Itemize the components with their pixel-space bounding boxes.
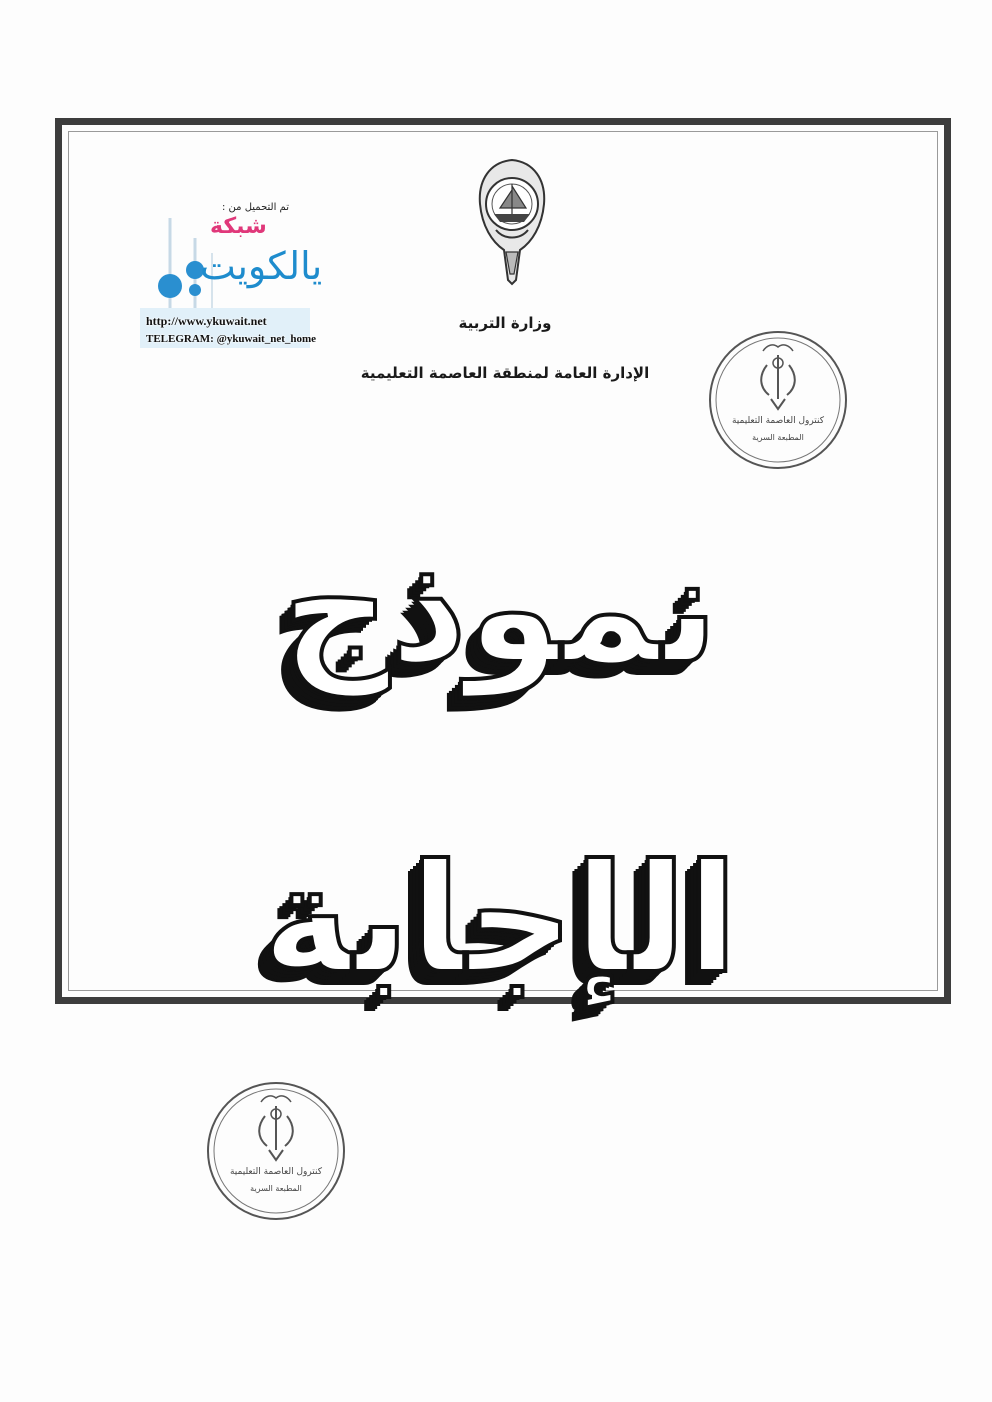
watermark-brand: يالكويت xyxy=(200,244,323,288)
stamp-line-2: المطبعة السرية xyxy=(752,433,804,442)
stamp-line-1: كنترول العاصمة التعليمية xyxy=(229,1167,323,1177)
control-stamp-top xyxy=(707,329,849,471)
control-stamp-bottom xyxy=(205,1080,347,1222)
kuwait-emblem-icon xyxy=(476,156,548,286)
ministry-name: وزارة التربية xyxy=(458,314,552,332)
watermark-telegram: TELEGRAM: @ykuwait_net_home xyxy=(146,333,317,345)
watermark-url: http://www.ykuwait.net xyxy=(146,314,267,328)
title-line-2: الإجابة xyxy=(262,833,738,1007)
stamp-seal-icon xyxy=(205,1080,347,1222)
stamp-line-1: كنترول العاصمة التعليمية xyxy=(731,416,825,426)
watermark-caption: تم التحميل من : xyxy=(222,202,289,213)
watermark-network: شبكة xyxy=(210,214,267,239)
stamp-line-2: المطبعة السرية xyxy=(250,1184,302,1193)
directorate-name: الإدارة العامة لمنطقة العاصمة التعليمية xyxy=(360,364,650,382)
title-line-1: نموذج xyxy=(281,523,718,697)
stamp-seal-icon xyxy=(707,329,849,471)
